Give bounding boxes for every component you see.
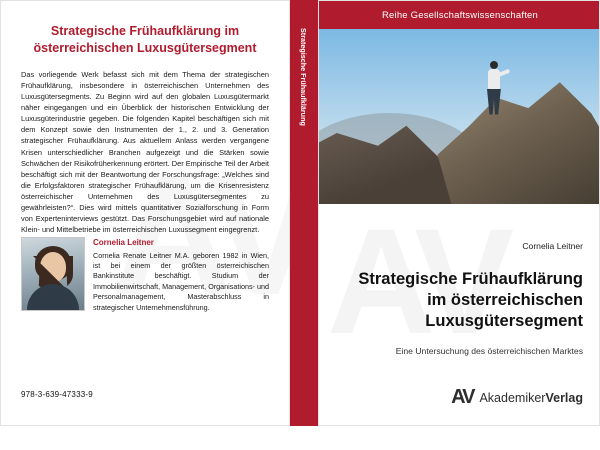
front-cover bbox=[318, 0, 600, 426]
back-cover bbox=[0, 0, 290, 426]
publisher-mark-av: AV bbox=[451, 386, 474, 408]
front-cover-author: Cornelia Leitner bbox=[522, 241, 583, 251]
publisher-name-part2: Verlag bbox=[545, 390, 583, 405]
spine-title: Strategische Frühaufklärung bbox=[299, 28, 309, 126]
back-cover-blurb: Das vorliegende Werk befasst sich mit dem Thema der strategischen Frühaufklärung, insbesondere in österreichischen Unternehmen des Luxusgütersegments. Zu Beginn wird auf den globalen Luxusgütermarkt näher eingegangen und ein Überblick der historischen Entwicklung der Luxusgüterindustrie gegeben. Die folgenden Kapitel beschäftigen sich mit dem Konzept sowie den Instrumenten der 1., 2. und 3. Generation strategischer Frühaufklärung. Aus aktuellem Anlass werden vergangene Krisen unterschiedlicher Branchen aufgezeigt und die Stärken sowie Schwächen der Risikofrüherkennung erörtert. Der Empirische Teil der Arbeit beschäftigt sich mit der Beantwortung der Forschungsfrage: „Welches sind die Erfolgsfaktoren strategischer Frühaufklärung, um die Krisenresistenz österreichischer Unternehmen des Luxusgütersegmentes zu gewährleisten?“. Dies wird mittels quantitativer Sozialforschung in Form von Experteninterviews gestützt. Das Forschungsgebiet wird auf nationale Klein- und Mittelbetriebe im österreichischen Luxussegment eingegrenzt. bbox=[21, 69, 269, 235]
series-banner: Reihe Gesellschaftswissenschaften bbox=[319, 1, 600, 29]
author-portrait-photo bbox=[21, 237, 85, 311]
cover-photo bbox=[319, 29, 600, 204]
back-cover-title: Strategische Frühaufklärung im österreichischen Luxusgütersegment bbox=[33, 24, 257, 55]
portrait-body-shape bbox=[27, 284, 79, 310]
isbn-number: 978-3-639-47333-9 bbox=[21, 390, 93, 399]
front-cover-subtitle: Eine Untersuchung des österreichischen Marktes bbox=[395, 346, 583, 356]
author-bio-paragraph: Cornelia Renate Leitner M.A. geboren 1982 in Wien, ist bei einem der größten österreichischen Bankinstitute beschäftigt. Studium der Immobilienwirtschaft, Management, Organisations- und Personalmanagement, Masterabschluss in strategischer Unternehmensführung. bbox=[93, 250, 269, 312]
author-bio-box bbox=[21, 237, 269, 313]
photo-person-head bbox=[490, 61, 498, 69]
publisher-name-part1: Akademiker bbox=[479, 390, 546, 405]
photo-person-with-binoculars bbox=[482, 61, 508, 119]
photo-person-legs bbox=[487, 89, 501, 115]
book-spine bbox=[290, 0, 318, 426]
author-bio-text bbox=[93, 237, 269, 313]
front-cover-title: Strategische Frühaufklärung im österreichischen Luxusgütersegment bbox=[358, 270, 583, 331]
author-name-back: Cornelia Leitner bbox=[93, 238, 154, 247]
publisher-logo bbox=[451, 386, 583, 409]
publisher-name bbox=[479, 391, 583, 405]
